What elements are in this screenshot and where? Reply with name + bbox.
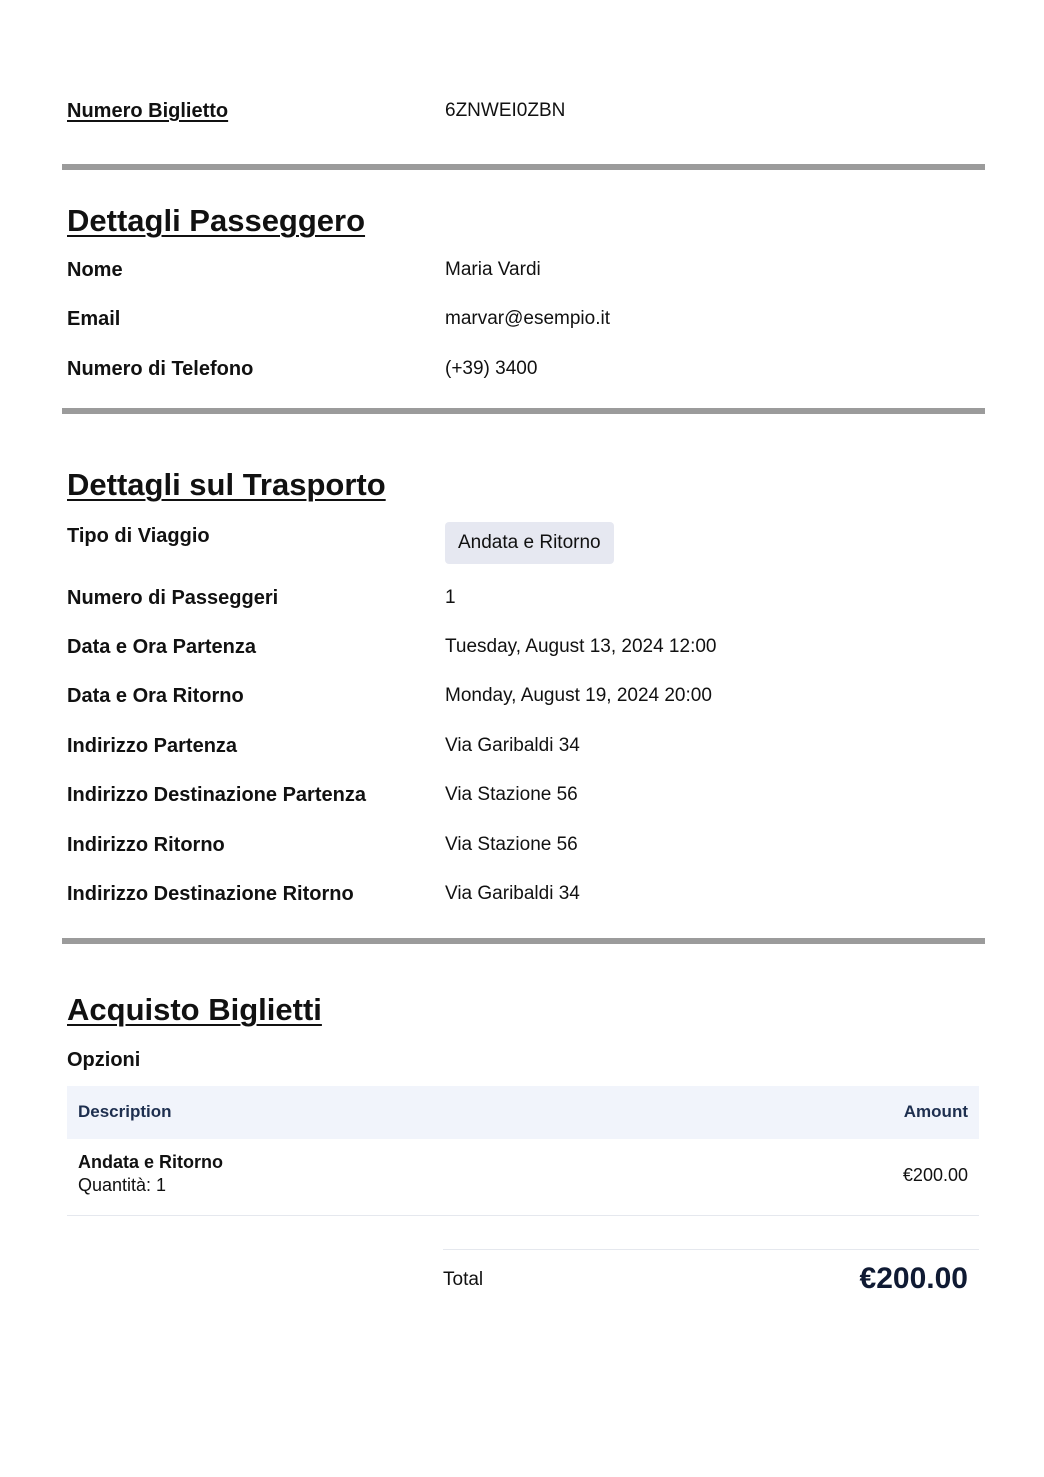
field-value: Maria Vardi bbox=[445, 259, 541, 280]
section-divider bbox=[62, 408, 985, 414]
trip-type-row bbox=[67, 524, 977, 568]
quantity-label: Quantità: bbox=[78, 1175, 152, 1195]
total-label: Total bbox=[443, 1269, 484, 1290]
table-row bbox=[67, 1139, 979, 1216]
field-label: Tipo di Viaggio bbox=[67, 525, 210, 547]
return-destination-row bbox=[67, 882, 977, 912]
header-amount: Amount bbox=[903, 1102, 968, 1121]
field-value: marvar@esempio.it bbox=[445, 308, 610, 329]
field-label: Numero di Telefono bbox=[67, 358, 254, 380]
item-amount: €200.00 bbox=[902, 1165, 968, 1185]
ticket-number-value: 6ZNWEI0ZBN bbox=[445, 100, 566, 121]
quantity-value: 1 bbox=[156, 1175, 167, 1195]
item-name: Andata e Ritorno bbox=[78, 1152, 224, 1172]
item-quantity bbox=[78, 1174, 166, 1196]
field-value: Via Stazione 56 bbox=[445, 784, 578, 805]
return-address-row bbox=[67, 833, 977, 863]
transport-section-title: Dettagli sul Trasporto bbox=[67, 467, 386, 502]
trip-type-badge: Andata e Ritorno bbox=[445, 522, 614, 564]
field-label: Email bbox=[67, 308, 121, 330]
departure-datetime-row bbox=[67, 635, 977, 665]
departure-address-row bbox=[67, 734, 977, 764]
ticket-number-row bbox=[67, 99, 977, 129]
field-value: Via Garibaldi 34 bbox=[445, 735, 580, 756]
field-label: Data e Ora Ritorno bbox=[67, 685, 244, 707]
return-datetime-row bbox=[67, 684, 977, 714]
ticket-number-label: Numero Biglietto bbox=[67, 100, 229, 122]
purchase-section-title: Acquisto Biglietti bbox=[67, 992, 322, 1027]
options-label: Opzioni bbox=[67, 1049, 141, 1071]
passenger-name-row bbox=[67, 258, 977, 288]
total-amount: €200.00 bbox=[859, 1262, 968, 1295]
field-label: Indirizzo Destinazione Partenza bbox=[67, 784, 366, 806]
section-divider bbox=[62, 938, 985, 944]
field-value: Tuesday, August 13, 2024 12:00 bbox=[445, 636, 717, 657]
field-value: (+39) 3400 bbox=[445, 358, 538, 379]
field-label: Indirizzo Destinazione Ritorno bbox=[67, 883, 354, 905]
section-divider bbox=[62, 164, 985, 170]
field-value: 1 bbox=[445, 587, 456, 608]
field-value: Via Stazione 56 bbox=[445, 834, 578, 855]
field-label: Numero di Passeggeri bbox=[67, 587, 279, 609]
header-description: Description bbox=[78, 1102, 172, 1121]
passenger-section-title: Dettagli Passeggero bbox=[67, 203, 366, 238]
table-header bbox=[67, 1086, 979, 1139]
field-label: Data e Ora Partenza bbox=[67, 636, 256, 658]
departure-destination-row bbox=[67, 783, 977, 813]
passenger-email-row bbox=[67, 307, 977, 337]
field-value: Monday, August 19, 2024 20:00 bbox=[445, 685, 712, 706]
field-label: Indirizzo Ritorno bbox=[67, 834, 225, 856]
passenger-phone-row bbox=[67, 357, 977, 387]
total-summary bbox=[443, 1249, 979, 1310]
passenger-count-row bbox=[67, 586, 977, 616]
field-label: Nome bbox=[67, 259, 123, 281]
field-label: Indirizzo Partenza bbox=[67, 735, 238, 757]
field-value: Via Garibaldi 34 bbox=[445, 883, 580, 904]
